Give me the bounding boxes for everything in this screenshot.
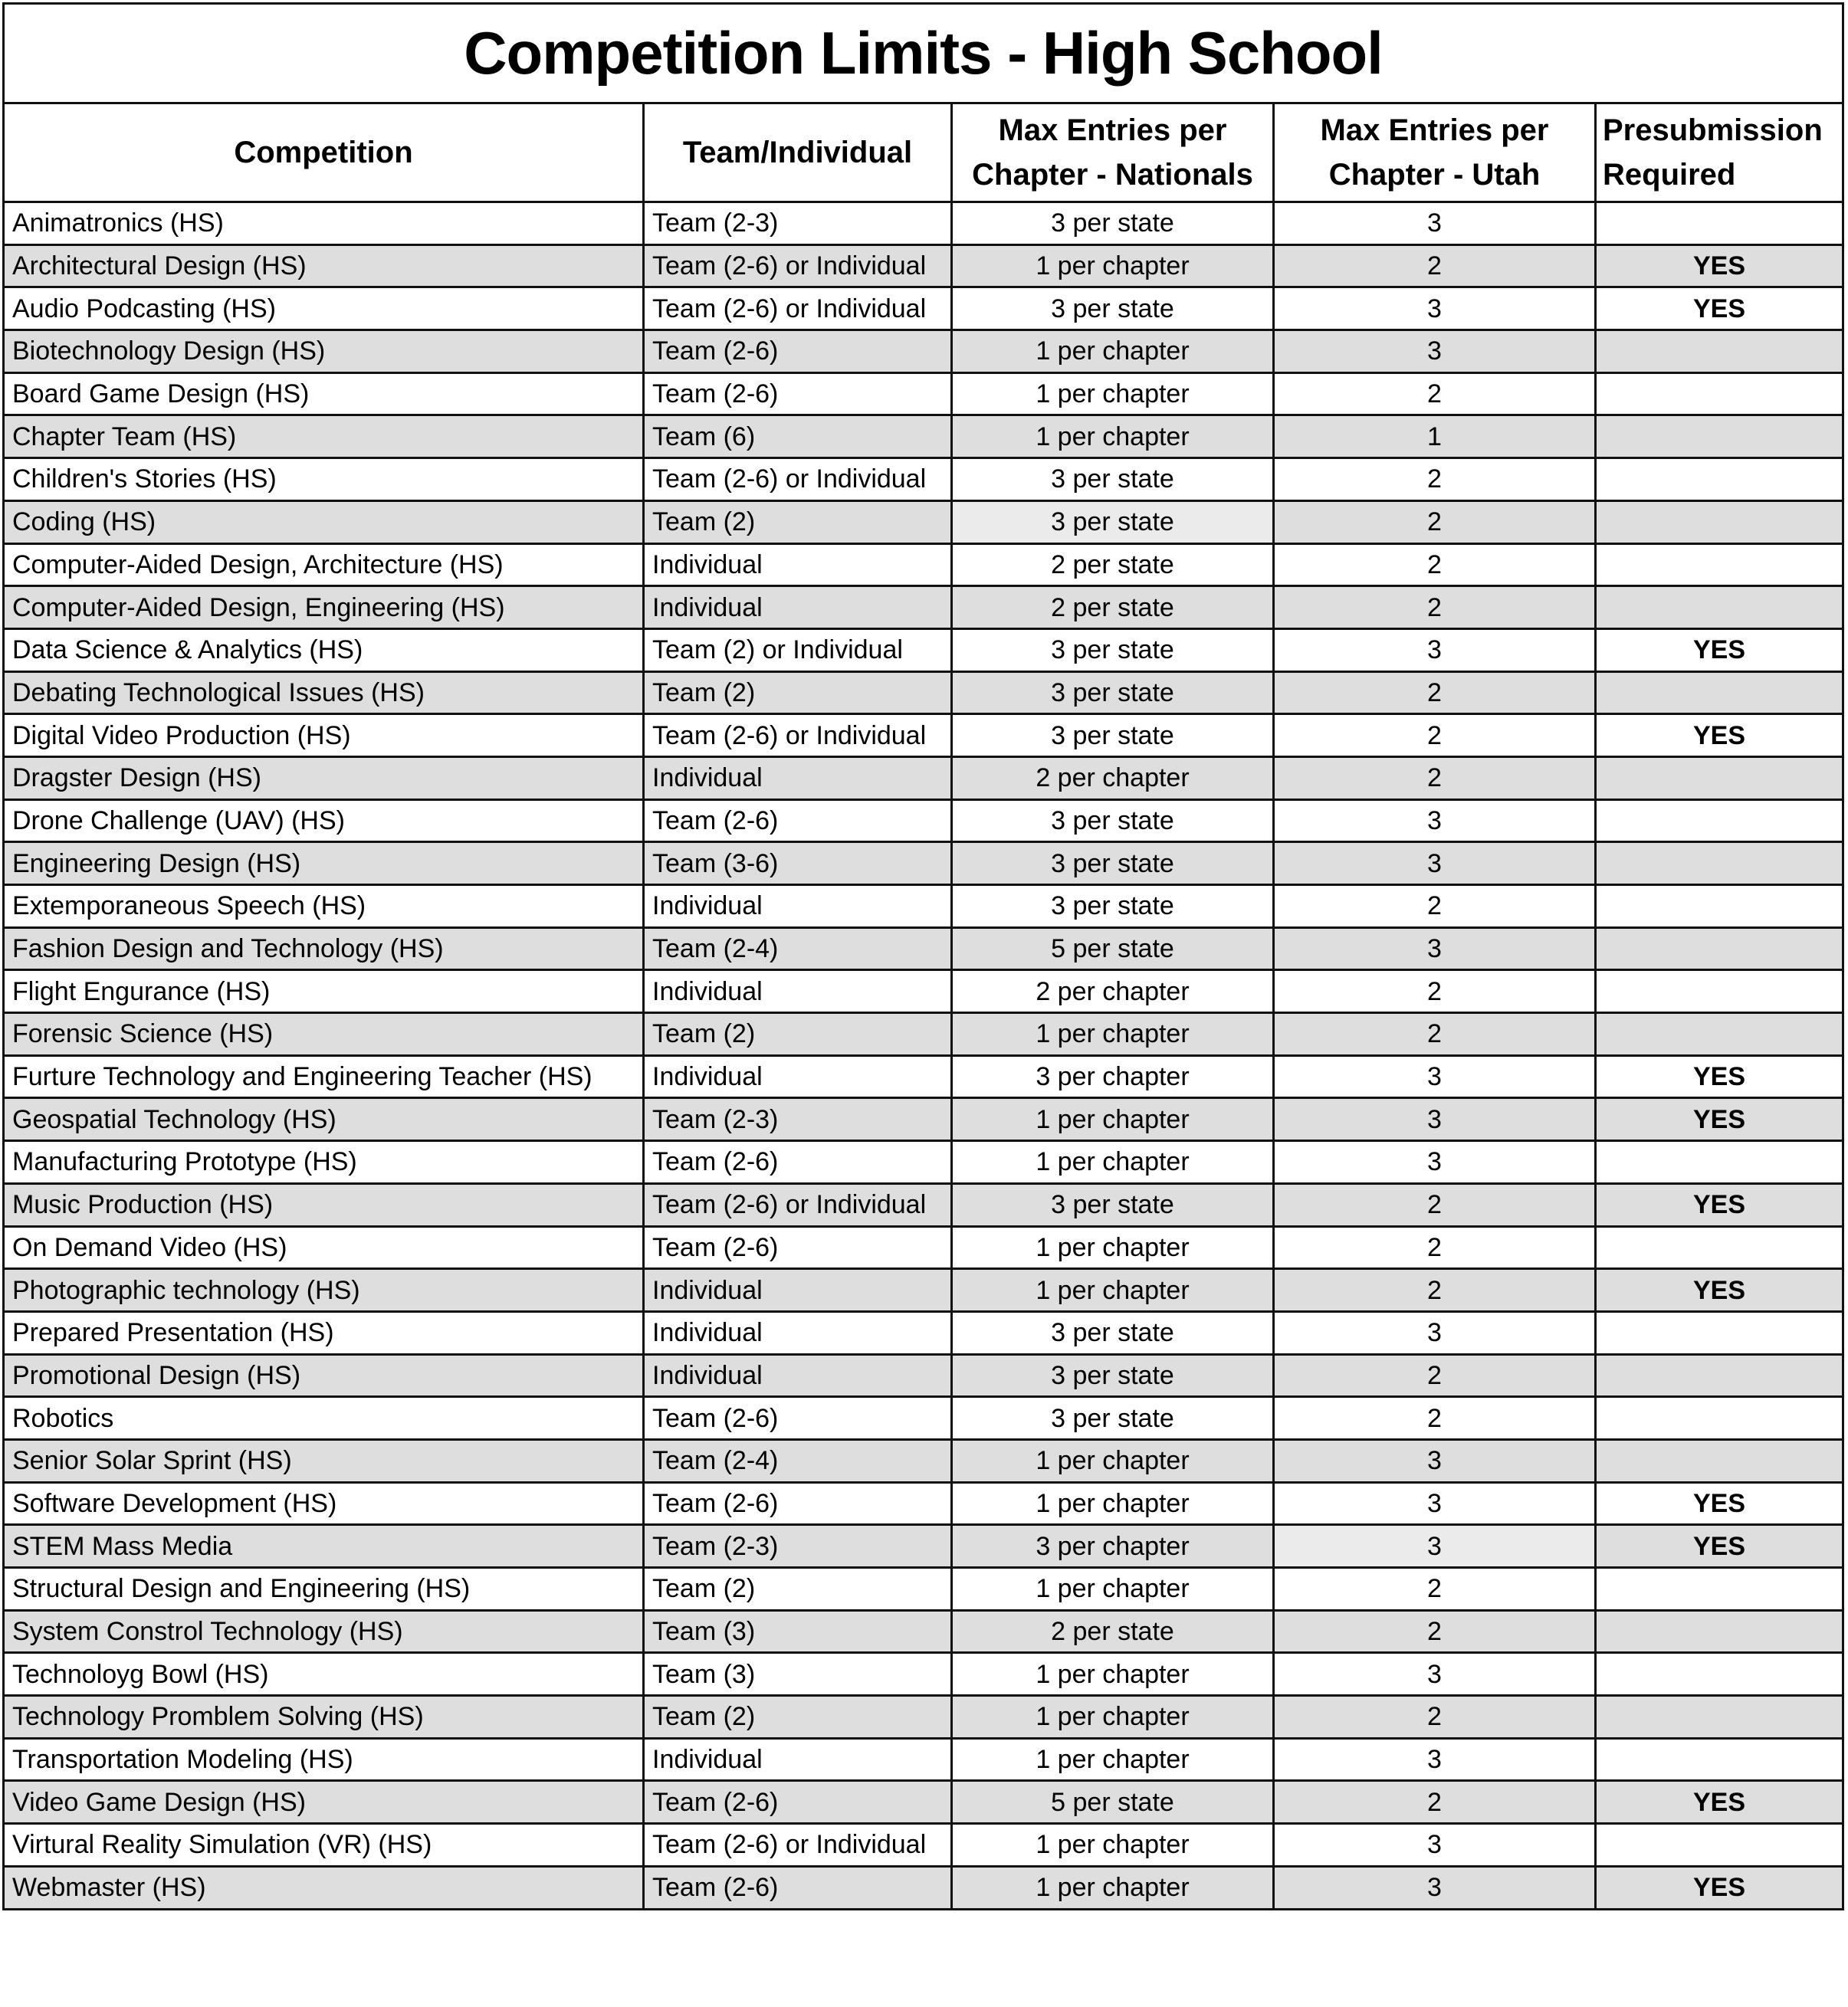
cell-nationals: 5 per state: [952, 927, 1274, 970]
cell-team-individual: Individual: [644, 1738, 952, 1781]
cell-team-individual: Team (2-3): [644, 1525, 952, 1568]
header-row: [4, 103, 1843, 202]
column-header-competition: Competition: [4, 103, 644, 202]
cell-utah: 3: [1274, 1738, 1596, 1781]
cell-utah: 3: [1274, 1055, 1596, 1098]
cell-nationals: 1 per chapter: [952, 1269, 1274, 1312]
cell-utah: 2: [1274, 458, 1596, 501]
table-row: [4, 1568, 1843, 1611]
table-row: [4, 1439, 1843, 1482]
cell-presubmission: [1596, 970, 1843, 1013]
cell-nationals: 5 per state: [952, 1781, 1274, 1824]
cell-utah: 3: [1274, 799, 1596, 842]
column-header-team-individual: Team/Individual: [644, 103, 952, 202]
table-row: [4, 1525, 1843, 1568]
cell-presubmission: [1596, 1226, 1843, 1269]
table-row: [4, 586, 1843, 629]
cell-utah: 3: [1274, 1439, 1596, 1482]
cell-presubmission: [1596, 1439, 1843, 1482]
cell-nationals: 2 per state: [952, 1610, 1274, 1653]
cell-competition: Debating Technological Issues (HS): [4, 671, 644, 714]
cell-presubmission: [1596, 1397, 1843, 1440]
table-row: [4, 1354, 1843, 1397]
cell-team-individual: Team (2-6) or Individual: [644, 1183, 952, 1226]
cell-nationals: 1 per chapter: [952, 244, 1274, 287]
cell-presubmission: YES: [1596, 1525, 1843, 1568]
cell-competition: Coding (HS): [4, 500, 644, 543]
cell-utah: 2: [1274, 714, 1596, 757]
column-header-nationals: Max Entries per Chapter - Nationals: [952, 103, 1274, 202]
cell-team-individual: Team (2-6): [644, 1397, 952, 1440]
table-row: [4, 970, 1843, 1013]
cell-presubmission: [1596, 543, 1843, 586]
cell-presubmission: YES: [1596, 1098, 1843, 1141]
cell-utah: 2: [1274, 586, 1596, 629]
cell-competition: Transportation Modeling (HS): [4, 1738, 644, 1781]
cell-competition: Computer-Aided Design, Architecture (HS): [4, 543, 644, 586]
cell-competition: Audio Podcasting (HS): [4, 287, 644, 330]
cell-utah: 3: [1274, 1482, 1596, 1525]
table-row: [4, 1141, 1843, 1184]
cell-team-individual: Team (3): [644, 1653, 952, 1696]
table-row: [4, 1696, 1843, 1739]
cell-competition: Flight Engurance (HS): [4, 970, 644, 1013]
table-row: [4, 1781, 1843, 1824]
cell-presubmission: [1596, 1013, 1843, 1056]
cell-competition: Architectural Design (HS): [4, 244, 644, 287]
cell-nationals: 1 per chapter: [952, 415, 1274, 458]
cell-team-individual: Team (2-6) or Individual: [644, 244, 952, 287]
cell-utah: 3: [1274, 1141, 1596, 1184]
cell-team-individual: Team (2-6): [644, 1781, 952, 1824]
cell-nationals: 2 per chapter: [952, 756, 1274, 799]
cell-team-individual: Team (2-6) or Individual: [644, 287, 952, 330]
cell-utah: 2: [1274, 1610, 1596, 1653]
cell-nationals: 3 per state: [952, 1183, 1274, 1226]
cell-presubmission: YES: [1596, 628, 1843, 671]
table-row: [4, 1482, 1843, 1525]
cell-team-individual: Individual: [644, 885, 952, 928]
cell-team-individual: Team (2): [644, 1013, 952, 1056]
cell-competition: Photographic technology (HS): [4, 1269, 644, 1312]
cell-presubmission: [1596, 458, 1843, 501]
cell-nationals: 1 per chapter: [952, 1653, 1274, 1696]
cell-nationals: 3 per state: [952, 500, 1274, 543]
cell-nationals: 3 per state: [952, 1397, 1274, 1440]
cell-nationals: 1 per chapter: [952, 1696, 1274, 1739]
cell-utah: 2: [1274, 1781, 1596, 1824]
cell-competition: Promotional Design (HS): [4, 1354, 644, 1397]
cell-utah: 1: [1274, 415, 1596, 458]
cell-nationals: 3 per state: [952, 1354, 1274, 1397]
table-row: [4, 842, 1843, 885]
cell-nationals: 1 per chapter: [952, 1013, 1274, 1056]
cell-utah: 2: [1274, 885, 1596, 928]
cell-utah: 2: [1274, 671, 1596, 714]
table-row: [4, 1055, 1843, 1098]
column-header-utah: Max Entries per Chapter - Utah: [1274, 103, 1596, 202]
cell-competition: Manufacturing Prototype (HS): [4, 1141, 644, 1184]
cell-presubmission: [1596, 756, 1843, 799]
cell-nationals: 3 per state: [952, 671, 1274, 714]
cell-utah: 2: [1274, 1696, 1596, 1739]
table-row: [4, 1866, 1843, 1909]
cell-nationals: 2 per chapter: [952, 970, 1274, 1013]
cell-nationals: 2 per state: [952, 543, 1274, 586]
cell-nationals: 3 per state: [952, 714, 1274, 757]
cell-competition: Furture Technology and Engineering Teacher (HS): [4, 1055, 644, 1098]
spreadsheet: [2, 2, 1842, 1910]
cell-team-individual: Team (2-6): [644, 1482, 952, 1525]
page-title: Competition Limits - High School: [4, 4, 1843, 103]
cell-nationals: 1 per chapter: [952, 1866, 1274, 1909]
table-row: [4, 1183, 1843, 1226]
cell-team-individual: Team (3): [644, 1610, 952, 1653]
cell-competition: Animatronics (HS): [4, 202, 644, 245]
table-row: [4, 287, 1843, 330]
cell-utah: 3: [1274, 1653, 1596, 1696]
cell-competition: Robotics: [4, 1397, 644, 1440]
cell-competition: Prepared Presentation (HS): [4, 1311, 644, 1354]
table-body: [4, 202, 1843, 1910]
cell-utah: 3: [1274, 330, 1596, 373]
cell-team-individual: Team (2-6): [644, 799, 952, 842]
cell-team-individual: Team (2-4): [644, 927, 952, 970]
cell-team-individual: Team (2-4): [644, 1439, 952, 1482]
cell-nationals: 3 per state: [952, 287, 1274, 330]
cell-utah: 2: [1274, 543, 1596, 586]
cell-nationals: 1 per chapter: [952, 1482, 1274, 1525]
table-row: [4, 671, 1843, 714]
cell-nationals: 3 per chapter: [952, 1525, 1274, 1568]
cell-competition: Biotechnology Design (HS): [4, 330, 644, 373]
cell-competition: System Constrol Technology (HS): [4, 1610, 644, 1653]
cell-team-individual: Individual: [644, 1354, 952, 1397]
cell-competition: Geospatial Technology (HS): [4, 1098, 644, 1141]
cell-presubmission: YES: [1596, 714, 1843, 757]
cell-nationals: 1 per chapter: [952, 1439, 1274, 1482]
cell-competition: Video Game Design (HS): [4, 1781, 644, 1824]
cell-presubmission: [1596, 202, 1843, 245]
cell-presubmission: [1596, 1610, 1843, 1653]
table-row: [4, 1311, 1843, 1354]
cell-presubmission: [1596, 330, 1843, 373]
cell-competition: Senior Solar Sprint (HS): [4, 1439, 644, 1482]
table-row: [4, 885, 1843, 928]
cell-presubmission: [1596, 799, 1843, 842]
cell-presubmission: [1596, 1354, 1843, 1397]
cell-team-individual: Team (2-6): [644, 1226, 952, 1269]
cell-team-individual: Team (2-6) or Individual: [644, 1824, 952, 1867]
table-row: [4, 330, 1843, 373]
cell-utah: 3: [1274, 1098, 1596, 1141]
cell-presubmission: [1596, 500, 1843, 543]
cell-utah: 2: [1274, 244, 1596, 287]
cell-team-individual: Team (2): [644, 1568, 952, 1611]
cell-presubmission: YES: [1596, 1482, 1843, 1525]
cell-team-individual: Team (2-6): [644, 330, 952, 373]
cell-presubmission: YES: [1596, 1055, 1843, 1098]
cell-team-individual: Individual: [644, 1055, 952, 1098]
cell-presubmission: YES: [1596, 1781, 1843, 1824]
cell-utah: 3: [1274, 1824, 1596, 1867]
cell-nationals: 3 per state: [952, 842, 1274, 885]
cell-competition: Technoloyg Bowl (HS): [4, 1653, 644, 1696]
table-row: [4, 458, 1843, 501]
cell-team-individual: Team (2-6): [644, 372, 952, 415]
cell-competition: Software Development (HS): [4, 1482, 644, 1525]
table-row: [4, 244, 1843, 287]
table-row: [4, 714, 1843, 757]
cell-utah: 2: [1274, 1269, 1596, 1312]
cell-competition: Forensic Science (HS): [4, 1013, 644, 1056]
cell-competition: Music Production (HS): [4, 1183, 644, 1226]
table-row: [4, 927, 1843, 970]
cell-team-individual: Team (2-6): [644, 1866, 952, 1909]
cell-presubmission: [1596, 1141, 1843, 1184]
cell-nationals: 1 per chapter: [952, 330, 1274, 373]
cell-nationals: 1 per chapter: [952, 1226, 1274, 1269]
cell-nationals: 1 per chapter: [952, 1568, 1274, 1611]
cell-nationals: 3 per state: [952, 885, 1274, 928]
table-row: [4, 1098, 1843, 1141]
cell-utah: 2: [1274, 1183, 1596, 1226]
cell-presubmission: [1596, 885, 1843, 928]
cell-utah: 3: [1274, 202, 1596, 245]
competition-limits-table: [2, 2, 1844, 1910]
table-row: [4, 756, 1843, 799]
cell-competition: Data Science & Analytics (HS): [4, 628, 644, 671]
cell-presubmission: [1596, 1653, 1843, 1696]
cell-nationals: 1 per chapter: [952, 372, 1274, 415]
cell-team-individual: Team (2): [644, 671, 952, 714]
cell-team-individual: Individual: [644, 970, 952, 1013]
cell-nationals: 3 per state: [952, 628, 1274, 671]
cell-competition: Chapter Team (HS): [4, 415, 644, 458]
cell-presubmission: [1596, 1696, 1843, 1739]
cell-presubmission: [1596, 1311, 1843, 1354]
cell-presubmission: [1596, 1568, 1843, 1611]
cell-team-individual: Individual: [644, 586, 952, 629]
cell-competition: Board Game Design (HS): [4, 372, 644, 415]
cell-team-individual: Individual: [644, 1311, 952, 1354]
cell-team-individual: Individual: [644, 543, 952, 586]
cell-utah: 3: [1274, 842, 1596, 885]
cell-team-individual: Team (2-3): [644, 1098, 952, 1141]
cell-nationals: 3 per state: [952, 799, 1274, 842]
cell-competition: Digital Video Production (HS): [4, 714, 644, 757]
cell-team-individual: Team (6): [644, 415, 952, 458]
cell-nationals: 3 per state: [952, 1311, 1274, 1354]
cell-nationals: 3 per chapter: [952, 1055, 1274, 1098]
cell-utah: 3: [1274, 1866, 1596, 1909]
table-row: [4, 799, 1843, 842]
cell-utah: 3: [1274, 287, 1596, 330]
cell-utah: 2: [1274, 1568, 1596, 1611]
table-row: [4, 372, 1843, 415]
cell-competition: Engineering Design (HS): [4, 842, 644, 885]
table-row: [4, 1610, 1843, 1653]
cell-team-individual: Individual: [644, 756, 952, 799]
cell-utah: 2: [1274, 500, 1596, 543]
cell-utah: 3: [1274, 1311, 1596, 1354]
cell-team-individual: Individual: [644, 1269, 952, 1312]
cell-presubmission: [1596, 842, 1843, 885]
cell-presubmission: [1596, 415, 1843, 458]
cell-nationals: 3 per state: [952, 202, 1274, 245]
cell-nationals: 3 per state: [952, 458, 1274, 501]
cell-competition: STEM Mass Media: [4, 1525, 644, 1568]
cell-team-individual: Team (2): [644, 1696, 952, 1739]
cell-team-individual: Team (2-3): [644, 202, 952, 245]
cell-presubmission: YES: [1596, 1269, 1843, 1312]
table-row: [4, 415, 1843, 458]
cell-nationals: 1 per chapter: [952, 1141, 1274, 1184]
cell-utah: 2: [1274, 1226, 1596, 1269]
cell-utah: 3: [1274, 1525, 1596, 1568]
cell-presubmission: YES: [1596, 244, 1843, 287]
cell-utah: 2: [1274, 1397, 1596, 1440]
cell-presubmission: YES: [1596, 287, 1843, 330]
cell-utah: 2: [1274, 1354, 1596, 1397]
table-row: [4, 1738, 1843, 1781]
cell-presubmission: YES: [1596, 1866, 1843, 1909]
table-row: [4, 202, 1843, 245]
cell-presubmission: [1596, 927, 1843, 970]
cell-utah: 3: [1274, 927, 1596, 970]
table-row: [4, 500, 1843, 543]
cell-nationals: 1 per chapter: [952, 1824, 1274, 1867]
cell-competition: Dragster Design (HS): [4, 756, 644, 799]
table-row: [4, 628, 1843, 671]
cell-utah: 3: [1274, 628, 1596, 671]
cell-team-individual: Team (2): [644, 500, 952, 543]
cell-presubmission: [1596, 1824, 1843, 1867]
cell-competition: Extemporaneous Speech (HS): [4, 885, 644, 928]
cell-nationals: 2 per state: [952, 586, 1274, 629]
cell-team-individual: Team (2) or Individual: [644, 628, 952, 671]
cell-nationals: 1 per chapter: [952, 1098, 1274, 1141]
cell-team-individual: Team (2-6) or Individual: [644, 714, 952, 757]
cell-utah: 2: [1274, 1013, 1596, 1056]
cell-team-individual: Team (3-6): [644, 842, 952, 885]
table-row: [4, 1653, 1843, 1696]
cell-utah: 2: [1274, 970, 1596, 1013]
table-row: [4, 543, 1843, 586]
cell-team-individual: Team (2-6): [644, 1141, 952, 1184]
cell-presubmission: [1596, 586, 1843, 629]
cell-competition: Webmaster (HS): [4, 1866, 644, 1909]
table-row: [4, 1013, 1843, 1056]
table-row: [4, 1226, 1843, 1269]
cell-competition: Children's Stories (HS): [4, 458, 644, 501]
cell-utah: 2: [1274, 756, 1596, 799]
cell-competition: Structural Design and Engineering (HS): [4, 1568, 644, 1611]
cell-competition: Fashion Design and Technology (HS): [4, 927, 644, 970]
cell-presubmission: [1596, 1738, 1843, 1781]
cell-competition: Computer-Aided Design, Engineering (HS): [4, 586, 644, 629]
cell-presubmission: YES: [1596, 1183, 1843, 1226]
table-row: [4, 1397, 1843, 1440]
table-row: [4, 1824, 1843, 1867]
cell-team-individual: Team (2-6) or Individual: [644, 458, 952, 501]
cell-competition: Virtural Reality Simulation (VR) (HS): [4, 1824, 644, 1867]
table-row: [4, 1269, 1843, 1312]
cell-competition: Technology Promblem Solving (HS): [4, 1696, 644, 1739]
cell-competition: Drone Challenge (UAV) (HS): [4, 799, 644, 842]
cell-competition: On Demand Video (HS): [4, 1226, 644, 1269]
cell-utah: 2: [1274, 372, 1596, 415]
cell-presubmission: [1596, 671, 1843, 714]
cell-nationals: 1 per chapter: [952, 1738, 1274, 1781]
cell-presubmission: [1596, 372, 1843, 415]
column-header-presubmission: Presubmission Required: [1596, 103, 1843, 202]
